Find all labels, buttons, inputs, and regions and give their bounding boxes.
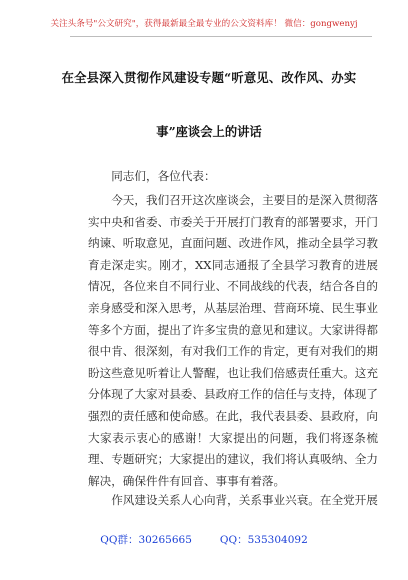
- document-title-line-2: 事”座谈会上的讲话: [156, 124, 262, 139]
- body-paragraph: 作风建设关系人心向背，关系事业兴衰。在全党开展: [111, 493, 378, 507]
- footer-contact: [0, 533, 408, 547]
- document-title-line-1: 在全县深入贯彻作风建设专题“听意见、改作风、办实: [61, 70, 357, 85]
- salutation: 同志们，各位代表：: [111, 169, 216, 183]
- footer-qq-number: QQ：535304092: [219, 534, 308, 546]
- body-paragraph: 今天，我们召开这次座谈会，主要目的是深入贯彻落实中央和省委、市委关于开展打门教育的部署要求，开门纳谏、听取意见，直面问题、改进作风，推动全县学习教育走深走实。刚才，XX同志通报了全县学习教育的进展情况，各位来自不同行业、不同战线的代表，结合各自的亲身感受和深入思考，从基层治理、营商环境、民生事业等多个方面，提出了许多宝贵的意见和建议。大家讲得都很中肯、很深刻，有对我们工作的肯定，更有对我们的期盼这些意见听着让人警醒，也让我们倍感责任重大。这充分体现了大家对县委、县政府工作的信任与支持，体现了强烈的责任感和使命感。在此，我代表县委、县政府，向大家表示衷心的感谢！大家提出的问题，我们将逐条梳理、专题研究；大家提出的建议，我们将认真吸纳、全力解决，确保件件有回音、事事有着落。: [88, 193, 378, 488]
- footer-qq-group: QQ群：30265665: [100, 534, 192, 546]
- header-divider: [70, 36, 372, 37]
- header-promo-note: 关注头条号"公文研究"，获得最新最全最专业的公文资料库！ 微信：gongwenyj: [50, 19, 358, 29]
